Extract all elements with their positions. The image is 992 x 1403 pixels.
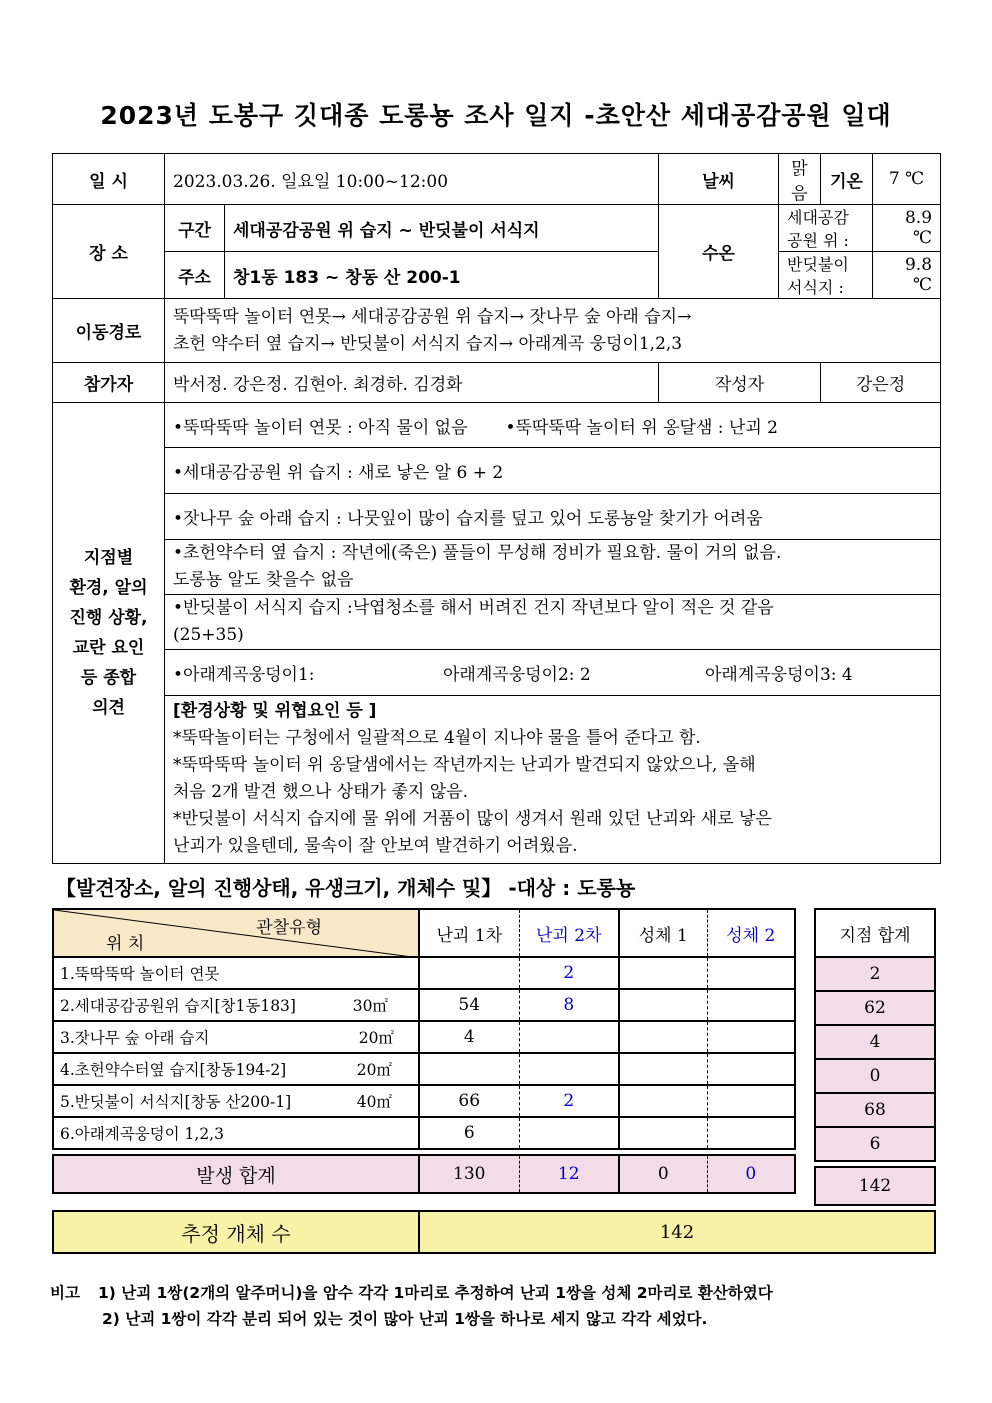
temp-label: 기온 [821,154,873,205]
site-totals-header: 지점 합계 [815,909,935,957]
address-value: 창1동 183 ~ 창동 산 200-1 [225,252,659,299]
section-value: 세대공감공원 위 습지 ~ 반딧불이 서식지 [225,205,659,252]
opinion-row-1: •뚝딱뚝딱 놀이터 연못 : 아직 물이 없음 •뚝딱뚝딱 놀이터 위 옹달샘 : 난괴 2 [165,403,941,448]
col-header-3: 성체 1 [619,909,707,957]
survey-info-table [52,153,941,864]
opinion-row-4: •초헌약수터 옆 습지 : 작년에(죽은) 풀들이 무성해 정비가 필요함. 물이 거의 없음. 도롱뇽 알도 찾을수 없음 [165,540,941,595]
environment-notes: [환경상황 및 위협요인 등 ] *뚝딱놀이터는 구청에서 일괄적으로 4월이 지나야 물을 틀어 준다고 함. *뚝딱뚝딱 놀이터 위 옹달샘에서는 작년까지는 난괴가 발견되지 않았으나, 올해 처음 2개 발견 했으나 상태가 좋지 않음. *반딧불이 서식지 습지에 물 위에 거품이 많이 생겨서 원래 있던 난괴와 새로 낳은 난괴가 있을텐데, 물속이 잘 안보여 발견하기 어려웠음. [165,696,941,864]
datetime-label: 일 시 [53,154,165,205]
temp-value: 7 ℃ [873,154,941,205]
remark-2: 2) 난괴 1쌍이 각각 분리 되어 있는 것이 많아 난괴 1쌍을 하나로 세지 않고 각각 세었다. [102,1310,708,1328]
col-header-4: 성체 2 [707,909,795,957]
remarks [50,1280,773,1332]
participants-value: 박서정. 강은정. 김현아. 최경하. 김경화 [165,363,659,403]
watertemp1-value: 8.9 ℃ [873,205,941,252]
table-row: 1.뚝딱뚝딱 놀이터 연못 2 [53,957,795,989]
weather-label: 날씨 [659,154,779,205]
writer-value: 강은정 [821,363,941,403]
obs-header-corner: 관찰유형 위 치 [53,909,419,957]
estimate-label: 추정 개체 수 [53,1211,419,1253]
opinion-row-5: •반딧불이 서식지 습지 :낙엽청소를 해서 버려진 건지 작년보다 알이 적은 것 같음 (25+35) [165,595,941,650]
participants-label: 참가자 [53,363,165,403]
table-row: 5.반딧불이 서식지[창동 산200-1] 40㎡ 66 2 [53,1085,795,1117]
observation-section-title: 【발견장소, 알의 진행상태, 유생크기, 개체수 및】 -대상 : 도롱뇽 [56,876,636,900]
col-header-2: 난괴 2차 [519,909,619,957]
opinion-label: 지점별 환경, 알의 진행 상황, 교란 요인 등 종합 의견 [53,403,165,864]
watertemp2-value: 9.8 ℃ [873,252,941,299]
watertemp-label: 수온 [659,205,779,299]
watertemp2-name: 반딧불이 서식지 : [779,252,873,299]
opinion-row-3: •잣나무 숲 아래 습지 : 나뭇잎이 많이 습지를 덮고 있어 도롱뇽알 찾기가 어려움 [165,494,941,540]
route-value: 뚝딱뚝딱 놀이터 연못→ 세대공감공원 위 습지→ 잣나무 숲 아래 습지→ 초헌 약수터 옆 습지→ 반딧불이 서식지 습지→ 아래계곡 웅덩이1,2,3 [165,299,941,363]
remarks-label: 비고 [50,1284,80,1302]
table-row: 6.아래계곡웅덩이 1,2,3 6 [53,1117,795,1149]
estimate-table [52,1210,936,1254]
page-title: 2023년 도봉구 깃대종 도롱뇽 조사 일지 -초안산 세대공감공원 일대 [100,101,892,130]
estimate-value: 142 [419,1211,935,1253]
route-label: 이동경로 [53,299,165,363]
writer-label: 작성자 [659,363,821,403]
remark-1: 1) 난괴 1쌍(2개의 알주머니)을 암수 각각 1마리로 추정하여 난괴 1쌍을 성체 2마리로 환산하였다 [97,1284,773,1302]
place-label: 장 소 [53,205,165,299]
sum-row: 발생 합계 130 12 0 0 [53,1155,795,1193]
site-totals-sum: 142 [815,1167,935,1205]
datetime-value: 2023.03.26. 일요일 10:00~12:00 [165,154,659,205]
weather-value: 맑음 [779,154,821,205]
opinion-row-6: •아래계곡웅덩이1: 아래계곡웅덩이2: 2 아래계곡웅덩이3: 4 [165,650,941,696]
section-label: 구간 [165,205,225,252]
observation-table [52,908,796,1194]
table-row: 4.초헌약수터옆 습지[창동194-2] 20㎡ [53,1053,795,1085]
col-header-1: 난괴 1차 [419,909,519,957]
site-totals-table: 지점 합계 2 62 4 0 68 6 142 [814,908,936,1206]
watertemp1-name: 세대공감공원 위 : [779,205,873,252]
opinion-row-2: •세대공감공원 위 습지 : 새로 낳은 알 6 + 2 [165,448,941,494]
table-row: 3.잣나무 숲 아래 습지 20㎡ 4 [53,1021,795,1053]
table-row: 2.세대공감공원위 습지[창1동183] 30㎡ 54 8 [53,989,795,1021]
address-label: 주소 [165,252,225,299]
